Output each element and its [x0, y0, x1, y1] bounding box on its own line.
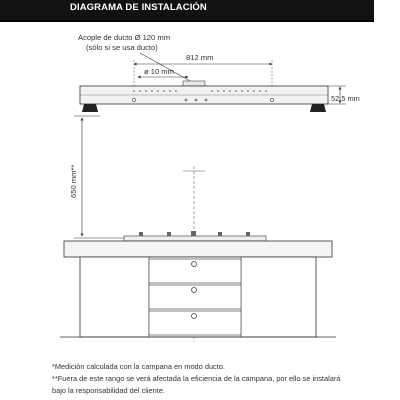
duct-coupling-label: Acople de ducto Ø 120 mm [78, 33, 171, 42]
hood-button-3 [205, 99, 208, 102]
footnote-1: *Medición calculada con la campana en modo ducto. [52, 362, 225, 371]
countertop [64, 241, 332, 257]
diameter-label: ø 10 mm [144, 67, 174, 76]
hood-bracket-right [310, 104, 326, 112]
drawer-2-knob [192, 288, 197, 293]
height-label: 52,5 mm [331, 94, 360, 103]
footnote-2: **Fuera de este rango se verá afectada la eficiencia de la campana, por ello se instalará [52, 374, 341, 383]
page-title: DIAGRAMA DE INSTALACIÓN [70, 2, 207, 13]
duct-coupling-note: (sólo si se usa ducto) [86, 43, 158, 52]
drawer-1-knob [192, 262, 197, 267]
duct-coupling [183, 81, 205, 86]
drawer-3-knob [192, 314, 197, 319]
hood-fixing-hole-right [270, 98, 273, 101]
footnote-3: bajo la responsabilidad del cliente. [52, 386, 165, 395]
hood-bracket-left [82, 104, 98, 112]
hood-fixing-hole-left [132, 98, 135, 101]
hood-button-1 [185, 99, 188, 102]
hood-button-2 [195, 99, 198, 102]
distance-label: 650 mm** [69, 164, 78, 198]
cooktop [124, 236, 266, 241]
cooktop-knobs [139, 231, 250, 236]
width-label: 812 mm [186, 53, 214, 62]
